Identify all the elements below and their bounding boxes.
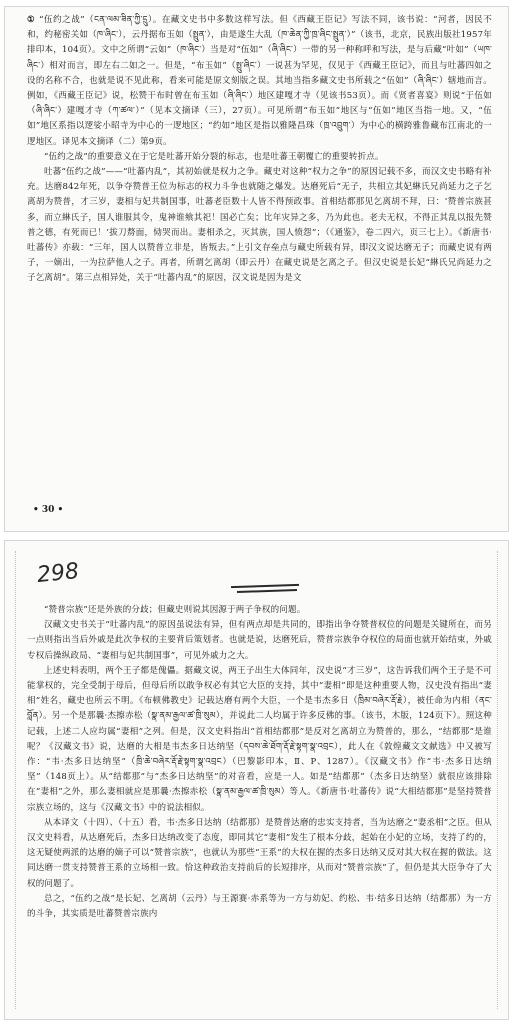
- paragraph: 上述史料表明，两个王子都是傀儡。据藏文说，两王子出生大体同年，汉史说“才三岁”，这告诉我们两个王子是不可能掌权的，完全受制于母后，但母后所以敢争权必有其它大臣的支持，其中“妻相”即是这种重要人物，汉史没有指出“妻相”姓名，藏史也所云不明。《布顿佛教史》记载达磨有两个大臣，一个是韦杰多日（ཁྲིམ་བཞེར་རྡོ་རྗེ），被任命为内相（ནང་བློན）。另一个是那曩·杰擦赤松（སྣ་ནམ་རྒྱལ་ཚ་ཁྲི་སུམ），并说此二人均属于许多反佛的事。（该书，木版，124页下）。照这种记载，上述二人应均属“妻相”之列。但是，汉文史料指出“首相结都那”是反对乞离胡立为赞普的，那么，“结都那”是谁呢？《汉藏文书》说，达磨的大相是韦杰多日达纳坚（དབས་ཆེ་ཐོག་རྡོ་རྗེ་སྟག་སྣ་འབྲང），此人在《敦煌藏文文献选》中又被写作：“韦·杰多日达纳坚”（ཁྲི་ཆེ་བཞེར་རྡོ་རྗེ་སྟག་སྣ་འབྲང）（巴黎影印本，Ⅱ、P、1287）。《汉藏文书》作“韦·杰多日达纳坚”（148页上）。从“结都那”与“杰多日达纳坚”的对音看，应是一人。如是“结都那”（杰多日达纳坚）就很应该排除在“妻相”之外，那么妻相就应是那曩·杰擦赤松（སྣ་ནམ་རྒྱལ་ཚ་ཁྲི་སུམ）等人。《新唐书·吐蕃传》说“大相结都那”是坚持赞普宗族立场的，这与《汉藏文书》中的说法相似。: [27, 665, 492, 813]
- paragraph: “赞普宗族”还是外族的分歧；但藏史则说其因源于两子争权的问题。: [44, 605, 306, 615]
- paragraph-text: “伍约之战”（ངན་ལམ་ཟིན་ཀྱི་དྲུ）。在藏文史书中多数这样写法。但《西藏王臣记》写法不同，该书说：“河者，因民不和，约秘密关如（ཁ་ཞིང་），云丹据布玉如（སྤྲུན་），由是遂生大乱（ཁ་ཆེན་ཀྱི་ཁྲ་ཞིང་སྤྲུན་）”（该书，北京，民族出版社1957年排印本，104页）。文中之所谓“云如”（ཁ་ཞིང་）当是对“伍如”（ཞི་ཞིང་）一带的另一种称呼和写法，是与后藏“叶如”（ཡཁ་ཞིང་）相对而言，即左右二如之一。但是，“布玉如”（སྤྲུ་ཞིང་）一说甚为罕见，仅见于《西藏王臣记》，而且与吐蕃四如之设的名称不合，也就是说不见此称，看来可能是原文刻版之误。其地当指多藏文史书所载之“伍如”（ཞི་ཞིང་）辖地而言。例如，《西藏王臣记》说，松赞干布时曾在布玉如（ཞི་ཞིང་）地区建嘎才寺（见该书53页）。而《贤者喜宴》则说“于伍如（ཞི་ཞིང་）建嘎才寺（ཀ་ཚལ་）”（见本文摘译（三），27页）。可见所谓“布玉如”地区与“伍如”地区当指一地。又，“伍如”地区系指以逻娑小昭寺为中心的一逻地区；“约如”地区是指以雅隆昌珠（ཁྲ་འབྲུག་）为中心的横跨雅鲁藏布江南北的一逻地区。译见本文摘译（二）第9页。: [27, 15, 492, 147]
- handwritten-page-number: 298: [35, 558, 81, 589]
- paragraph: 总之，“伍约之战”是长妃、乞离胡（云丹）与王源赛·赤系等为一方与幼妃、约松、韦·结多日达纳（结都那）为一方的斗争，其实质是吐蕃赞普宗族内: [27, 893, 492, 920]
- page-number: • 30 •: [33, 505, 63, 515]
- paragraph: 从本译文（十四）、（十五）看，韦·杰多日达纳（结都那）是赞普达磨的忠实支持者，当为达磨之“妻丞相”之臣。但从汉文史料看，从达磨死后，杰多日达纳改变了态度，即同其它“妻相”发生了根本分歧，起始在小妃的立场，支持了约的，这无疑使两派的达磨的嫡子可以“赞普宗族”，也就认为那些“王系”的大权在握的杰多日达纳又反对其大权在握的做法。这同达磨一贯支持赞普王系的立场相一致。恰这种政治支持前后的长短排序，从而对“赞普宗族”了，但仍是其大臣争夺了大权的问题了。: [27, 817, 492, 889]
- paragraph: 吐蕃“伍约之战”——“吐蕃内乱”，其初始就是权力之争。藏史对这种“权力之争”的原因记载不多，而汉文史书略有补充。达磨842年死，以争夺赞普王位为标志的权力斗争也就随之爆发。达磨死后“无子，共相立其妃綝氏兄尚延力之子乞离胡为赞普，才三岁，妻相与妃共制国事，吐蕃老臣数十人皆不得预政事。首相结都那见乞离胡不拜，曰：‘赞普宗族甚多，而立綝氏子，国人谁服其令，鬼神谁飨其祀！国必亡矣；比年灾异之多，乃为此也。老夫无权，不得正其乱以报先赞普之德，有死而已！’拔刀剺面，恸哭而出。妻相杀之，灭其族，国人愤怨”；（《通鉴》，卷二四六，页三七上）。《新唐书·吐蕃传》亦载：“三年，国人以赞普立非是，皆叛去。”上引文存垒点与藏史所载有异，即汉文说达磨无子；而藏史说有两子，一嫡出，一为拉萨他人之子。再者，所谓乞离胡（即云丹）在藏史说是乞离之子。但汉史说是长妃“綝氏兄尚延力之子乞离胡”。第三点相异处，关于“吐蕃内乱”的原因，汉文说是因为是文: [27, 167, 492, 284]
- document-page-lower: [4, 540, 509, 1020]
- upper-page-text: [27, 13, 492, 287]
- footnote-paragraph: [27, 13, 492, 150]
- footnote-marker: ①: [27, 15, 36, 25]
- lower-page-text: [27, 603, 492, 922]
- paragraph: 汉藏文史书关于“吐蕃内乱”的原因虽说法有异，但有两点却是共同的，即指出争夺赞普权位的问题是关键所在，而另一点则指出当后外戚是此次争权的主要背后策划者。也就是说，达磨死后，赞普宗族争夺权位的局面也就开始结束，外戚专权后操纵政局、“妻相与妃共制国事”，可见外戚力之大。: [27, 620, 492, 661]
- document-page-upper: [4, 6, 509, 532]
- paragraph: “伍约之战”的重要意义在于它是吐蕃开始分裂的标志，也是吐蕃王朝覆亡的重要转折点。: [44, 151, 384, 162]
